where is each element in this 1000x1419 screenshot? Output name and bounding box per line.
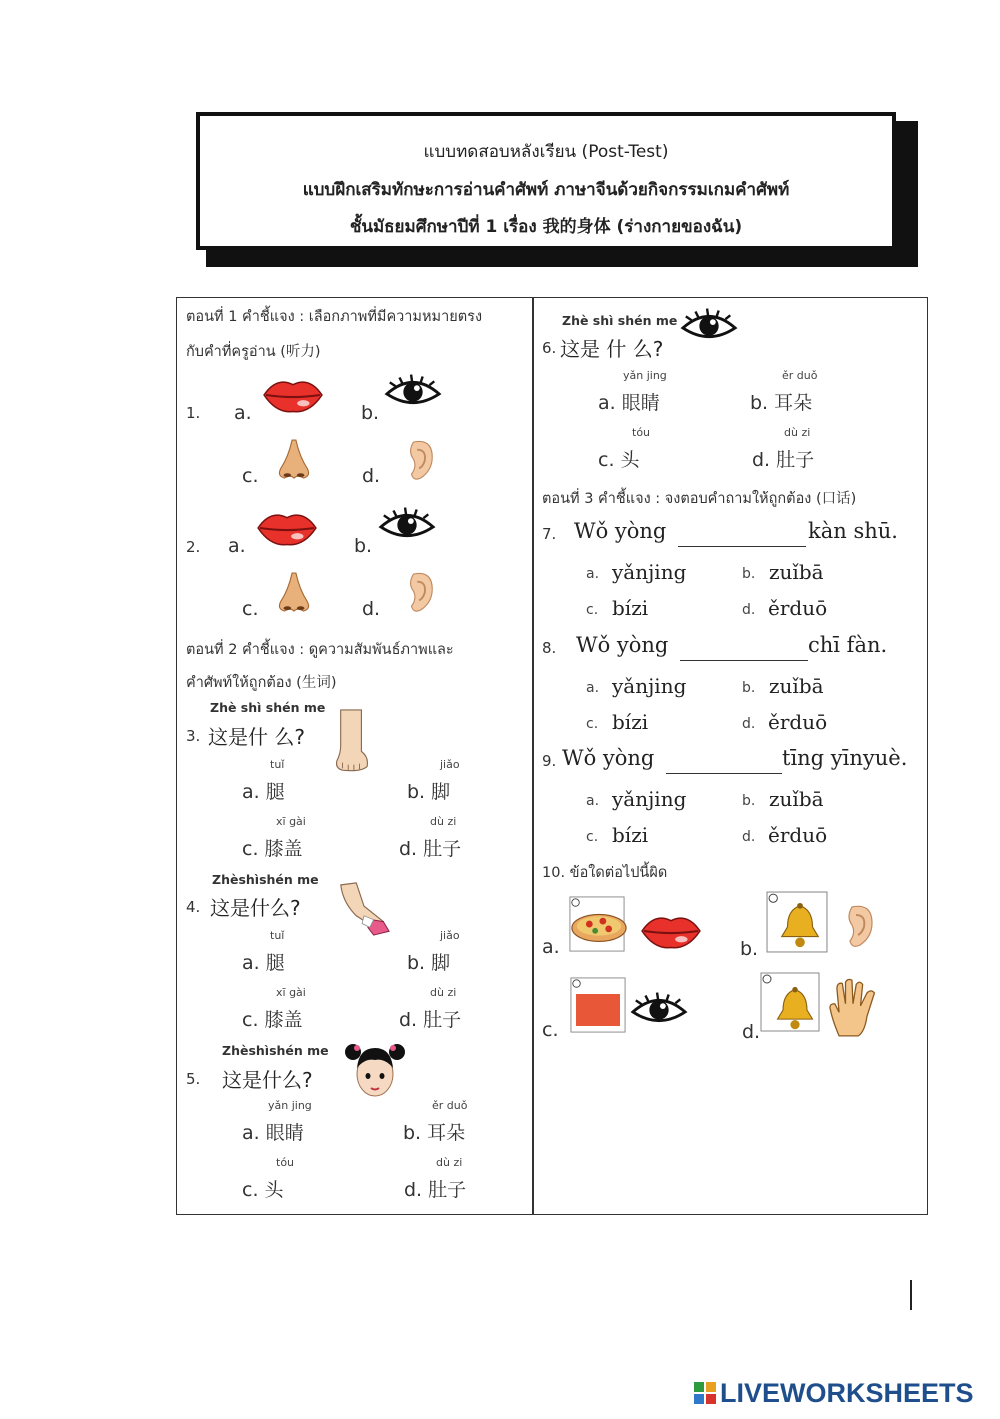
q4-a-pinyin: tuǐ [270,929,285,942]
q6-option-a[interactable]: a. 眼睛 [598,392,660,414]
q5-d-pinyin: dù zi [436,1156,463,1169]
q5-a-pinyin: yǎn jing [268,1099,312,1112]
bell-icon [776,902,824,950]
q1-option-a[interactable]: a. [234,402,252,424]
q5-option-c[interactable]: c. 头 [242,1179,284,1201]
q9-blank[interactable] [666,749,782,774]
q2-option-a[interactable]: a. [228,535,246,557]
q8-b-letter: b. [742,680,756,696]
q7-blank[interactable] [678,522,806,547]
q7-a-letter: a. [586,566,600,582]
q5-pinyin: Zhèshìshén me [222,1043,329,1058]
q6-option-c[interactable]: c. 头 [598,449,640,471]
q6-option-b[interactable]: b. 耳朵 [750,392,813,414]
ear-icon[interactable] [404,570,436,614]
q7-d-letter: d. [742,602,756,618]
q9-text-after: tīng yīnyuè. [782,746,908,770]
header-topic: ชั้นมัธยมศึกษาปีที่ 1 เรื่อง 我的身体 (ร่างกายของฉัน) [349,217,743,237]
q3-c-pinyin: xī gài [276,815,306,828]
bell-icon [772,986,818,1032]
q1-option-b[interactable]: b. [361,402,380,424]
q8-number: 8. [542,639,557,657]
nose-icon[interactable] [275,570,313,616]
q9-b-letter: b. [742,793,756,809]
q5-option-d[interactable]: d. 肚子 [404,1179,467,1201]
q2-number: 2. [186,538,201,556]
q5-number: 5. [186,1070,201,1088]
q9-option-d[interactable]: ěrduō [768,823,828,847]
q7-b-letter: b. [742,566,756,582]
q3-a-pinyin: tuǐ [270,758,285,771]
q3-d-pinyin: dù zi [430,815,457,828]
q5-question: 这是什么? [222,1068,313,1092]
q3-number: 3. [186,727,201,745]
q8-a-letter: a. [586,680,600,696]
q6-question: 这是 什 么? [560,337,664,361]
q3-option-a[interactable]: a. 腿 [242,781,285,803]
q6-c-pinyin: tóu [632,426,651,439]
foot-icon [332,708,372,774]
q7-c-letter: c. [586,602,599,618]
watermark: LIVEWORKSHEETS [720,1378,974,1408]
part2-instruction-cont: คำศัพท์ให้ถูกต้อง (生词) [186,675,337,691]
q9-option-a[interactable]: yǎnjing [612,787,687,811]
q6-a-pinyin: yǎn jing [623,369,667,382]
q8-text-after: chī fàn. [808,633,888,657]
q5-b-pinyin: ěr duǒ [432,1099,468,1112]
q4-d-pinyin: dù zi [430,986,457,999]
q7-option-c[interactable]: bízi [612,596,649,620]
q7-option-b[interactable]: zuǐbā [769,560,824,584]
q4-c-pinyin: xī gài [276,986,306,999]
header-title: แบบทดสอบหลังเรียน (Post-Test) [423,142,669,162]
q4-b-pinyin: jiǎo [440,929,460,942]
girl-face-icon [345,1038,405,1102]
eye-icon[interactable] [384,372,442,412]
q10-option-a[interactable]: a. [542,936,560,958]
nose-icon[interactable] [275,437,313,483]
q10-option-c[interactable]: c. [542,1019,559,1041]
pizza-icon [570,906,628,946]
q8-blank[interactable] [680,636,808,661]
q7-text-before: Wǒ yòng [574,519,667,543]
q9-option-c[interactable]: bízi [612,823,649,847]
part2-instruction: ตอนที่ 2 คำชี้แจง : ดูความสัมพันธ์ภาพและ [186,642,454,658]
part3-instruction: ตอนที่ 3 คำชี้แจง : จงตอบคำถามให้ถูกต้อง (口话) [542,491,857,507]
q4-option-c[interactable]: c. 膝盖 [242,1009,303,1031]
q3-question: 这是什 么? [208,725,305,749]
q9-number: 9. [542,752,557,770]
q6-option-d[interactable]: d. 肚子 [752,449,815,471]
q5-c-pinyin: tóu [276,1156,295,1169]
eye-icon [680,306,738,346]
q6-pinyin: Zhè shì shén me [562,313,678,328]
header-tab [646,252,736,262]
header-subtitle: แบบฝึกเสริมทักษะการอ่านคำศัพท์ ภาษาจีนด้วยกิจกรรมเกมคำศัพท์ [302,180,790,200]
ear-icon [842,902,876,950]
q3-option-b[interactable]: b. 脚 [407,781,451,803]
part1-instruction-cont: กับคำที่ครูอ่าน (听力) [186,344,321,360]
q3-option-c[interactable]: c. 膝盖 [242,838,303,860]
q10-question: 10. ข้อใดต่อไปนี้ผิด [542,865,668,881]
header-box [196,112,896,250]
q8-option-d[interactable]: ěrduō [768,710,828,734]
q5-option-b[interactable]: b. 耳朵 [403,1122,466,1144]
q4-number: 4. [186,898,201,916]
q9-a-letter: a. [586,793,600,809]
q8-text-before: Wǒ yòng [576,633,669,657]
column-divider [532,297,534,1215]
q9-c-letter: c. [586,829,599,845]
q7-option-d[interactable]: ěrduō [768,596,828,620]
q3-option-d[interactable]: d. 肚子 [399,838,462,860]
q4-question: 这是什么? [210,896,301,920]
q8-option-b[interactable]: zuǐbā [769,674,824,698]
q5-option-a[interactable]: a. 眼睛 [242,1122,304,1144]
q6-b-pinyin: ěr duǒ [782,369,818,382]
q2-option-d[interactable]: d. [362,598,381,620]
scan-mark [910,1280,912,1310]
q1-option-c[interactable]: c. [242,465,259,487]
part1-instruction: ตอนที่ 1 คำชี้แจง : เลือกภาพที่มีความหมายตรง [186,309,483,325]
lips-icon[interactable] [256,505,318,551]
q3-pinyin: Zhè shì shén me [210,700,326,715]
eye-icon[interactable] [378,505,436,545]
q10-option-d[interactable]: d. [742,1021,761,1043]
q2-option-b[interactable]: b. [354,535,373,557]
lips-icon [640,908,702,954]
q2-option-c[interactable]: c. [242,598,259,620]
q8-option-a[interactable]: yǎnjing [612,674,687,698]
q6-d-pinyin: dù zi [784,426,811,439]
q4-option-b[interactable]: b. 脚 [407,952,451,974]
q7-number: 7. [542,525,557,543]
q9-text-before: Wǒ yòng [562,746,655,770]
q7-text-after: kàn shū. [808,519,898,543]
q6-number: 6. [542,339,557,357]
q8-c-letter: c. [586,716,599,732]
q8-option-c[interactable]: bízi [612,710,649,734]
q4-option-a[interactable]: a. 腿 [242,952,285,974]
red-square-swatch [576,994,620,1026]
q1-option-d[interactable]: d. [362,465,381,487]
q10-option-b[interactable]: b. [740,938,759,960]
q4-pinyin: Zhèshìshén me [212,872,319,887]
ear-icon[interactable] [404,438,436,482]
q3-b-pinyin: jiǎo [440,758,460,771]
q4-option-d[interactable]: d. 肚子 [399,1009,462,1031]
q8-d-letter: d. [742,716,756,732]
leg-icon [335,880,393,940]
lips-icon[interactable] [262,372,324,418]
q1-number: 1. [186,404,201,422]
eye-icon [630,990,688,1030]
q7-option-a[interactable]: yǎnjing [612,560,687,584]
q9-d-letter: d. [742,829,756,845]
hand-icon [824,978,882,1038]
liveworksheets-logo-icon [694,1382,716,1404]
q9-option-b[interactable]: zuǐbā [769,787,824,811]
